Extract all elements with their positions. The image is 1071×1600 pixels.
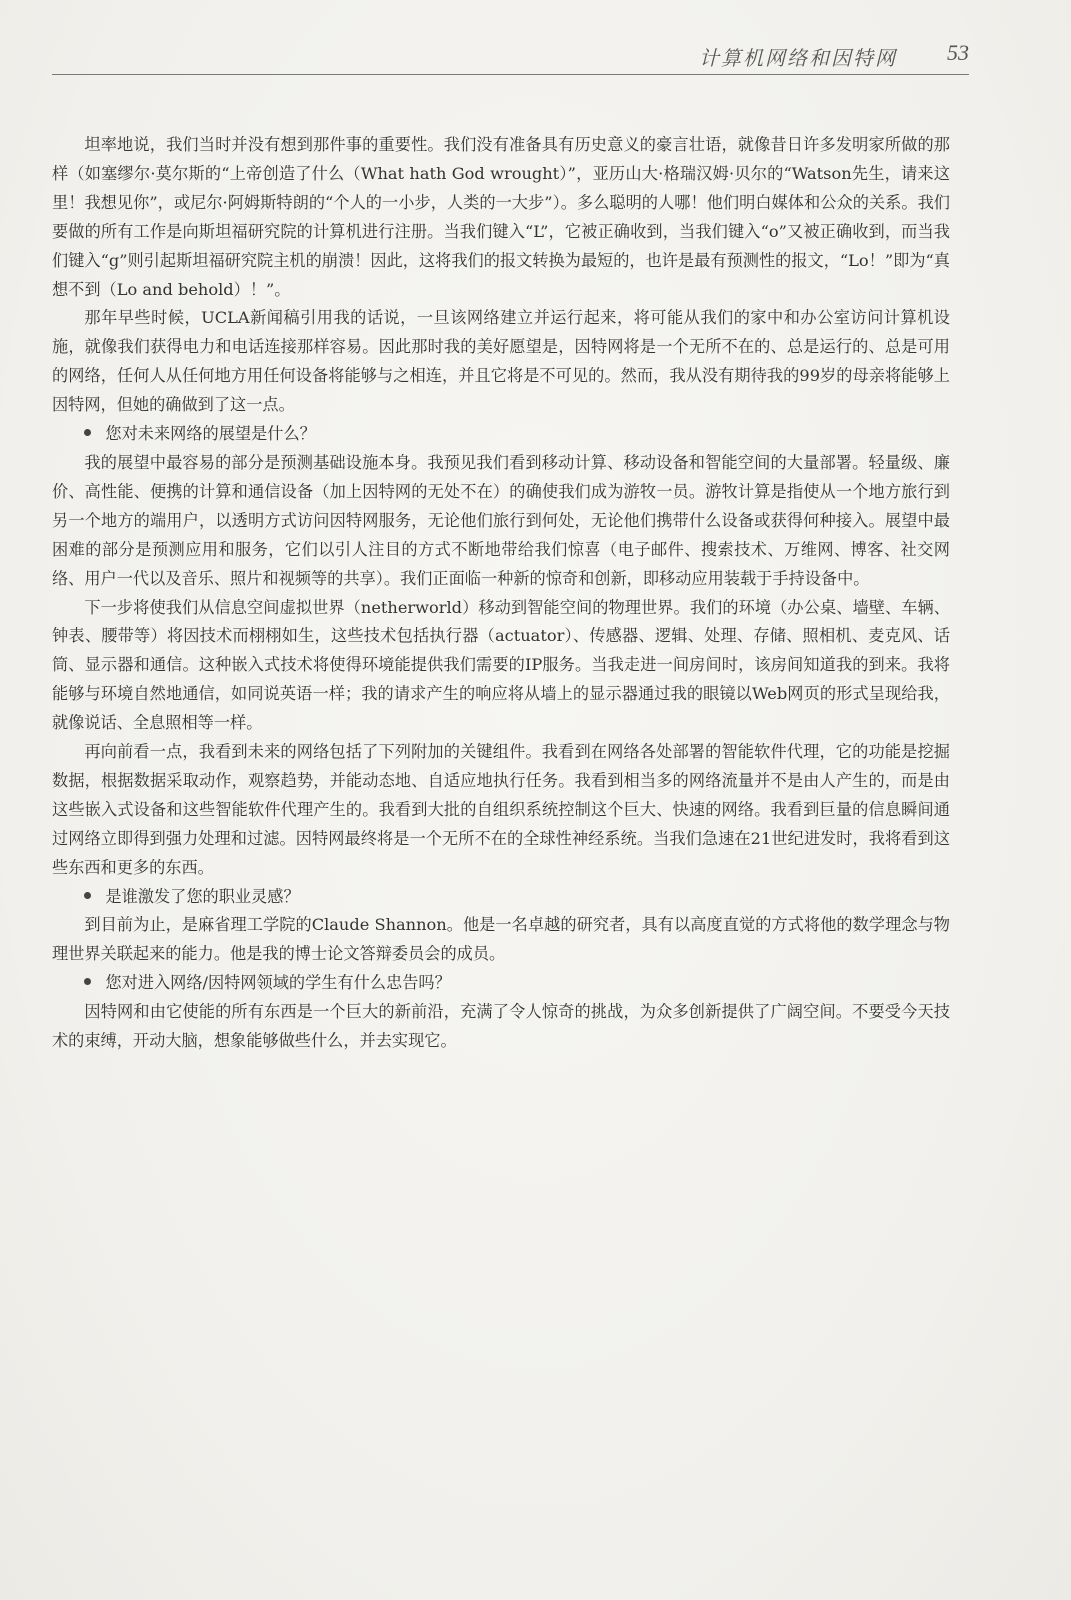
question-text: 您对未来网络的展望是什么？ <box>105 424 316 444</box>
paragraph: 到目前为止，是麻省理工学院的Claude Shannon。他是一名卓越的研究者，具有以高度直觉的方式将他的数学理念与物理世界关联起来的能力。他是我的博士论文答辩委员会的成员。 <box>52 915 950 964</box>
bullet-icon <box>84 978 91 985</box>
paragraph: 坦率地说，我们当时并没有想到那件事的重要性。我们没有准备具有历史意义的豪言壮语，就像昔日许多发明家所做的那样（如塞缪尔·莫尔斯的“上帝创造了什么（What hath God wrought）”，亚历山大·格瑞汉姆·贝尔的“Watson先生，请来这里！我想见你”，或尼尔·阿姆斯特朗的“个人的一小步，人类的一大步”）。多么聪明的人哪！他们明白媒体和公众的关系。我们要做的所有工作是向斯坦福研究院的计算机进行注册。当我们键入“L”，它被正确收到，当我们键入“o”又被正确收到，而当我们键入“g”则引起斯坦福研究院主机的崩溃！因此，这将我们的报文转换为最短的，也许是最有预测性的报文，“Lo！”即为“真想不到（Lo and behold）！”。 <box>52 135 950 299</box>
question-text: 是谁激发了您的职业灵感？ <box>105 886 300 906</box>
question-bullet <box>52 969 950 998</box>
chapter-title: 计算机网络和因特网 <box>699 46 897 70</box>
page-number: 53 <box>947 40 969 65</box>
question-bullet <box>52 420 950 449</box>
paragraph: 我的展望中最容易的部分是预测基础设施本身。我预见我们看到移动计算、移动设备和智能空间的大量部署。轻量级、廉价、高性能、便携的计算和通信设备（加上因特网的无处不在）的确使我们成为游牧一员。游牧计算是指使从一个地方旅行到另一个地方的端用户，以透明方式访问因特网服务，无论他们旅行到何处，无论他们携带什么设备或获得何种接入。展望中最困难的部分是预测应用和服务，它们以引人注目的方式不断地带给我们惊喜（电子邮件、搜索技术、万维网、博客、社交网络、用户一代以及音乐、照片和视频等的共享）。我们正面临一种新的惊奇和创新，即移动应用装载于手持设备中。 <box>52 452 950 588</box>
question-bullet <box>52 883 950 912</box>
paragraph: 那年早些时候，UCLA新闻稿引用我的话说，一旦该网络建立并运行起来，将可能从我们的家中和办公室访问计算机设施，就像我们获得电力和电话连接那样容易。因此那时我的美好愿望是，因特网将是一个无所不在的、总是运行的、总是可用的网络，任何人从任何地方用任何设备将能够与之相连，并且它将是不可见的。然而，我从没有期待我的99岁的母亲将能够上因特网，但她的确做到了这一点。 <box>52 308 950 415</box>
paragraph: 因特网和由它使能的所有东西是一个巨大的新前沿，充满了令人惊奇的挑战，为众多创新提供了广阔空间。不要受今天技术的束缚，开动大脑，想象能够做些什么，并去实现它。 <box>52 1002 950 1051</box>
bullet-icon <box>84 429 91 436</box>
question-text: 您对进入网络/因特网领域的学生有什么忠告吗？ <box>105 973 451 993</box>
paragraph: 再向前看一点，我看到未来的网络包括了下列附加的关键组件。我看到在网络各处部署的智能软件代理，它的功能是挖掘数据，根据数据采取动作，观察趋势，并能动态地、自适应地执行任务。我看到相当多的网络流量并不是由人产生的，而是由这些嵌入式设备和这些智能软件代理产生的。我看到大批的自组织系统控制这个巨大、快速的网络。我看到巨量的信息瞬间通过网络立即得到强力处理和过滤。因特网最终将是一个无所不在的全球性神经系统。当我们急速在21世纪进发时，我将看到这些东西和更多的东西。 <box>52 742 950 877</box>
bullet-icon <box>84 892 91 899</box>
running-header <box>52 38 969 75</box>
body-text <box>52 131 950 1056</box>
paragraph: 下一步将使我们从信息空间虚拟世界（netherworld）移动到智能空间的物理世界。我们的环境（办公桌、墙壁、车辆、钟表、腰带等）将因技术而栩栩如生，这些技术包括执行器（actuator）、传感器、逻辑、处理、存储、照相机、麦克风、话筒、显示器和通信。这种嵌入式技术将使得环境能提供我们需要的IP服务。当我走进一间房间时，该房间知道我的到来。我将能够与环境自然地通信，如同说英语一样；我的请求产生的响应将从墙上的显示器通过我的眼镜以Web网页的形式呈现给我，就像说话、全息照相等一样。 <box>52 597 950 733</box>
